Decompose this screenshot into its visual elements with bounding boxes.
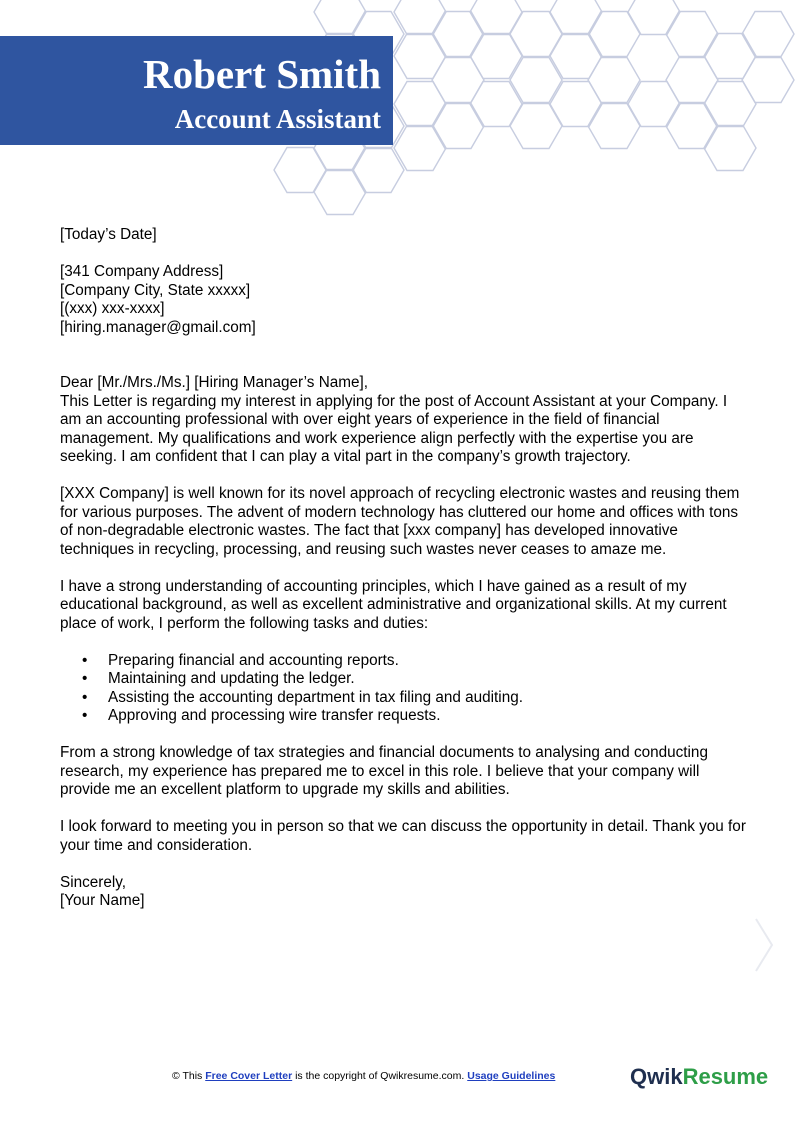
- duties-list: [60, 652, 750, 726]
- closing: Sincerely,: [60, 873, 127, 891]
- letter-body: [60, 226, 750, 911]
- free-cover-letter-link[interactable]: Free Cover Letter: [205, 1070, 293, 1082]
- bullet-icon: •: [82, 707, 88, 724]
- paragraph-company: [XXX Company] is well known for its novel approach of recycling electronic wastes and reusing them for various purposes. The advent of modern technology has cluttered our home and offices with tons of non-degradable electronic wastes. The fact that [xxx company] has developed innovative techniques in recycling, processing, and reusing such wastes never ceases to amaze me.: [60, 485, 740, 558]
- address-line: [hiring.manager@gmail.com]: [60, 318, 256, 336]
- address-line: [(xxx) xxx-xxxx]: [60, 300, 165, 317]
- signature: [Your Name]: [60, 892, 145, 909]
- hexagon-shape: [628, 0, 680, 35]
- usage-guidelines-link[interactable]: Usage Guidelines: [467, 1070, 556, 1082]
- address-line: [341 Company Address]: [60, 263, 224, 280]
- chevron-right-icon: [752, 915, 776, 975]
- salutation: Dear [Mr./Mrs./Ms.] [Hiring Manager’s Name],: [60, 374, 368, 391]
- hexagon-shape: [742, 12, 794, 57]
- hexagon-shape: [432, 58, 484, 103]
- list-item: • Maintaining and updating the ledger.: [82, 670, 355, 687]
- letter-date: [Today’s Date]: [60, 226, 157, 243]
- hexagon-shape: [394, 126, 446, 171]
- hexagon-shape: [666, 58, 718, 103]
- applicant-name: Robert Smith: [142, 51, 381, 97]
- hexagon-shape: [704, 126, 756, 171]
- hexagon-shape: [432, 104, 484, 149]
- hexagon-shape: [432, 12, 484, 57]
- hexagon-shape: [394, 82, 446, 127]
- paragraph-intro: This Letter is regarding my interest in applying for the post of Account Assistant at your Company. I am an accounting professional with over eight years of experience in the field of financial management. My qualifications and work experience align perfectly with the expertise you are seeking. I am confident that I can play a vital part in the company’s growth trajectory.: [60, 392, 728, 465]
- paragraph-closing: I look forward to meeting you in person so that we can discuss the opportunity in detail. Thank you for your time and consideration.: [60, 818, 746, 854]
- hexagon-shape: [742, 58, 794, 103]
- name-banner: [0, 36, 393, 145]
- hexagon-shape: [666, 104, 718, 149]
- hexagon-shape: [704, 82, 756, 127]
- bullet-icon: •: [82, 651, 88, 669]
- hexagon-shape: [470, 0, 522, 35]
- hexagon-shape: [550, 0, 602, 35]
- paragraph-skills: I have a strong understanding of accounting principles, which I have gained as a result of my educational background, as well as excellent administrative and organizational skills. At my current place of work, I perform the following tasks and duties:: [60, 577, 727, 632]
- hexagon-shape: [352, 148, 404, 193]
- bullet-icon: •: [82, 688, 88, 706]
- qwikresume-logo: QwikResume: [630, 1064, 769, 1089]
- hexagon-shape: [314, 0, 366, 35]
- list-item: • Approving and processing wire transfer requests.: [82, 707, 441, 724]
- list-item: • Assisting the accounting department in tax filing and auditing.: [82, 688, 523, 706]
- paragraph-experience: From a strong knowledge of tax strategies and financial documents to analysing and conducting research, my experience has prepared me to excel in this role. I believe that your company will provide me an excellent platform to upgrade my skills and abilities.: [60, 744, 708, 798]
- hexagon-shape: [394, 34, 446, 79]
- address-line: [Company City, State xxxxx]: [60, 281, 251, 299]
- list-item: • Preparing financial and accounting reports.: [82, 651, 399, 669]
- hexagon-shape: [666, 12, 718, 57]
- hexagon-shape: [704, 34, 756, 79]
- applicant-title: Account Assistant: [174, 104, 381, 134]
- bullet-icon: •: [82, 670, 88, 687]
